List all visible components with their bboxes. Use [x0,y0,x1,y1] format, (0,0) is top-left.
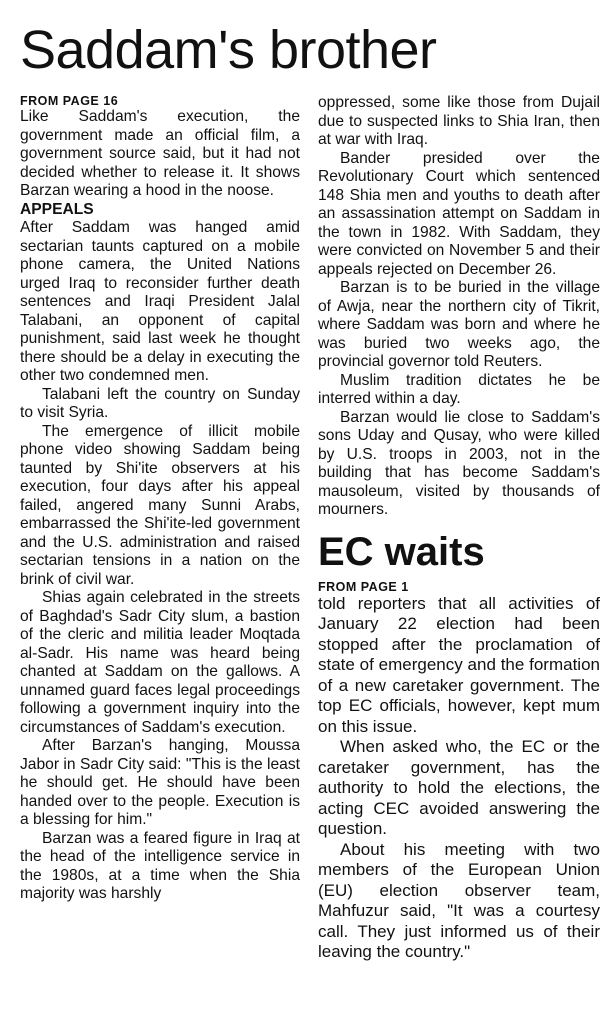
paragraph: Bander presided over the Revolutionary Court which sentenced 148 Shia men and youths to death after an assassination attempt on Saddam in the town in 1982. With Saddam, they were convicted on November 5 and their appeals rejected on December 26. [318,149,600,278]
paragraph: told reporters that all activities of January 22 election had been stopped after the proclamation of state of emergency and the formation of a new caretaker government. The top EC officials, however, kept mum on this issue. [318,593,600,736]
paragraph: The emergence of illicit mobile phone video showing Saddam being taunted by Shi'ite observers at his execution, four days after his appeal failed, angered many Sunni Arabs, embarrassed the Shi'ite-led government and the U.S. administration and raised sectarian tensions in a nation on the brink of civil war. [20,422,300,588]
paragraph: Talabani left the country on Sunday to visit Syria. [20,385,300,421]
paragraph: Barzan would lie close to Saddam's sons Uday and Qusay, who were killed by U.S. troops in 2003, not in the building that has become Saddam's mausoleum, visited by thousands of mourners. [318,408,600,518]
left-column [20,94,300,904]
article-columns [20,94,600,1031]
paragraph: oppressed, some like those from Dujail due to suspected links to Shia Iran, then at war with Iraq. [318,94,600,148]
paragraph: Barzan was a feared figure in Iraq at the head of the intelligence service in the 1980s, at a time when the Shia majority was harshly [20,829,300,902]
headline-saddams-brother: Saddam's brother [20,20,437,80]
kicker-from-page-1: FROM PAGE 1 [318,579,409,594]
paragraph: Shias again celebrated in the streets of Baghdad's Sadr City slum, a bastion of the cleric and militia leader Moqtada al-Sadr. His name was heard being chanted at Saddam on the gallows. A unnamed guard faces legal proceedings following a government inquiry into the circumstances of Saddam's execution. [20,589,300,736]
paragraph: When asked who, the EC or the caretaker government, has the authority to hold the elections, the acting CEC avoided answering the question. [318,737,600,838]
paragraph: About his meeting with two members of the European Union (EU) election observer team, Mahfuzur said, "It was a courtesy call. They just informed us of their leaving the country." [318,839,600,961]
paragraph: Like Saddam's execution, the government made an official film, a government source said, but it had not decided whether to release it. It shows Barzan wearing a hood in the noose. [20,108,300,199]
paragraph: Barzan is to be buried in the village of Awja, near the northern city of Tikrit, where Saddam was born and where he was buried two weeks ago, the provincial governor told Reuters. [318,279,600,370]
right-column [318,94,600,963]
paragraph: Muslim tradition dictates he be interred within a day. [318,371,600,407]
headline-ec-waits: EC waits [318,529,485,574]
paragraph: After Barzan's hanging, Moussa Jabor in Sadr City said: "This is the least he should get. He should have been handed over to the people. Execution is a blessing for him." [20,737,300,828]
paragraph: After Saddam was hanged amid sectarian taunts captured on a mobile phone camera, the United Nations urged Iraq to reconsider further death sentences and Iraqi President Jalal Talabani, an opponent of capital punishment, said last week he thought there should be a delay in executing the other two condemned men. [20,219,300,384]
subhead-appeals: APPEALS [20,200,94,218]
kicker-from-page-16: FROM PAGE 16 [20,94,119,108]
